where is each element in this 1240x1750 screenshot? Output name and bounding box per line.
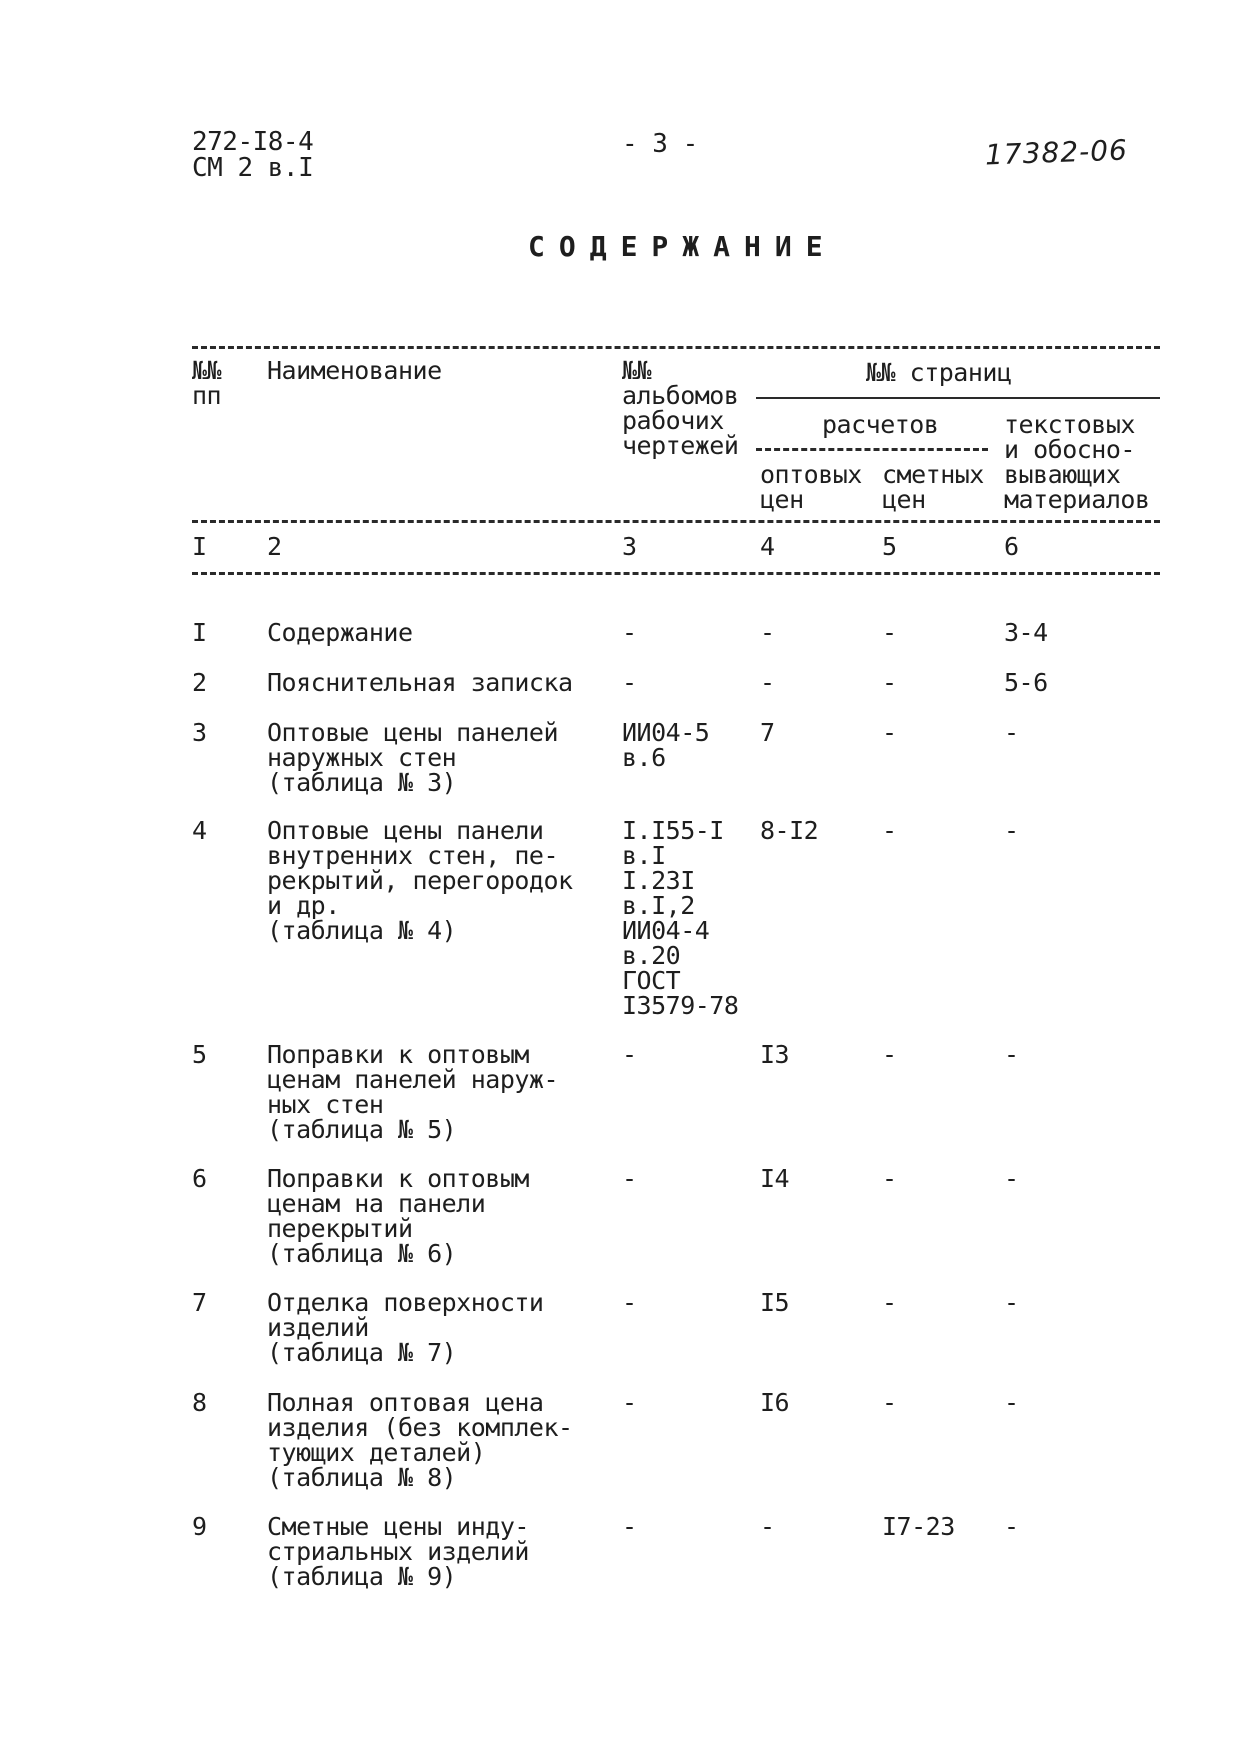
column-number: 4	[760, 532, 775, 561]
row-name: Полная оптовая цена изделия (без комплек- тующих деталей) (таблица № 8)	[267, 1388, 573, 1492]
row-text-pages: -	[1004, 1512, 1019, 1541]
row-albums: -	[622, 1512, 637, 1541]
document-code: 272-I8-4	[192, 127, 314, 157]
row-albums: -	[622, 1388, 637, 1417]
row-wholesale-pages: I3	[760, 1040, 790, 1069]
header-wholesale: оптовых цен	[760, 460, 862, 514]
pages-group-rule	[756, 397, 1160, 399]
row-wholesale-pages: I4	[760, 1164, 790, 1193]
table-top-rule	[192, 346, 1160, 349]
page-title: СОДЕРЖАНИЕ	[528, 230, 837, 263]
header-albums: №№ альбомов рабочих чертежей	[622, 356, 739, 460]
row-number: 8	[192, 1388, 207, 1417]
row-name: Поправки к оптовым ценам панелей наруж- ных стен (таблица № 5)	[267, 1040, 559, 1144]
column-number: 3	[622, 532, 637, 561]
row-name: Отделка поверхности изделий (таблица № 7)	[267, 1288, 544, 1367]
row-albums: -	[622, 618, 637, 647]
row-albums: -	[622, 1164, 637, 1193]
row-name: Сметные цены инду- стриальных изделий (таблица № 9)	[267, 1512, 529, 1591]
column-number: 5	[882, 532, 897, 561]
row-estimate-pages: -	[882, 718, 897, 747]
calculations-rule	[756, 448, 988, 451]
row-estimate-pages: -	[882, 1040, 897, 1069]
row-estimate-pages: -	[882, 1388, 897, 1417]
handwritten-number: 17382-06	[984, 133, 1129, 172]
row-albums: -	[622, 1040, 637, 1069]
page-number: - 3 -	[622, 129, 698, 159]
header-pages: №№ страниц	[866, 358, 1012, 387]
row-number: 4	[192, 816, 207, 845]
column-number: I	[192, 532, 207, 561]
row-estimate-pages: -	[882, 668, 897, 697]
row-number: 9	[192, 1512, 207, 1541]
row-estimate-pages: -	[882, 1164, 897, 1193]
header-text-materials: текстовых и обосно- вывающих материалов	[1004, 410, 1150, 514]
numbering-bottom-rule	[192, 572, 1160, 575]
row-wholesale-pages: 8-I2	[760, 816, 819, 845]
row-name: Поправки к оптовым ценам на панели перекрытий (таблица № 6)	[267, 1164, 529, 1268]
row-text-pages: -	[1004, 1164, 1019, 1193]
row-albums: I.I55-I в.I I.23I в.I,2 ИИ04-4 в.20 ГОСТ I3579-78	[622, 816, 739, 1020]
header-estimate: сметных цен	[882, 460, 984, 514]
row-wholesale-pages: 7	[760, 718, 775, 747]
row-albums: -	[622, 1288, 637, 1317]
column-number: 2	[267, 532, 282, 561]
column-number: 6	[1004, 532, 1019, 561]
row-number: 6	[192, 1164, 207, 1193]
row-text-pages: -	[1004, 816, 1019, 845]
row-name: Пояснительная записка	[267, 668, 573, 697]
row-text-pages: -	[1004, 1288, 1019, 1317]
row-text-pages: -	[1004, 718, 1019, 747]
header-name: Наименование	[267, 356, 442, 385]
row-wholesale-pages: I5	[760, 1288, 790, 1317]
document-subcode: СМ 2 в.I	[192, 153, 314, 183]
header-bottom-rule	[192, 520, 1160, 523]
row-albums: ИИ04-5 в.6	[622, 718, 710, 772]
header-calculations: расчетов	[822, 410, 939, 439]
row-estimate-pages: -	[882, 816, 897, 845]
row-wholesale-pages: -	[760, 1512, 775, 1541]
row-number: 2	[192, 668, 207, 697]
row-text-pages: 5-6	[1004, 668, 1048, 697]
row-number: 7	[192, 1288, 207, 1317]
row-wholesale-pages: I6	[760, 1388, 790, 1417]
row-estimate-pages: I7-23	[882, 1512, 955, 1541]
row-name: Оптовые цены панели внутренних стен, пе- рекрытий, перегородок и др. (таблица № 4)	[267, 816, 573, 945]
row-albums: -	[622, 668, 637, 697]
row-number: I	[192, 618, 207, 647]
row-number: 3	[192, 718, 207, 747]
row-text-pages: -	[1004, 1388, 1019, 1417]
row-estimate-pages: -	[882, 1288, 897, 1317]
row-name: Оптовые цены панелей наружных стен (таблица № 3)	[267, 718, 559, 797]
header-num: №№ пп	[192, 356, 222, 410]
row-text-pages: -	[1004, 1040, 1019, 1069]
row-wholesale-pages: -	[760, 618, 775, 647]
row-name: Содержание	[267, 618, 413, 647]
row-text-pages: 3-4	[1004, 618, 1048, 647]
row-estimate-pages: -	[882, 618, 897, 647]
row-number: 5	[192, 1040, 207, 1069]
row-wholesale-pages: -	[760, 668, 775, 697]
